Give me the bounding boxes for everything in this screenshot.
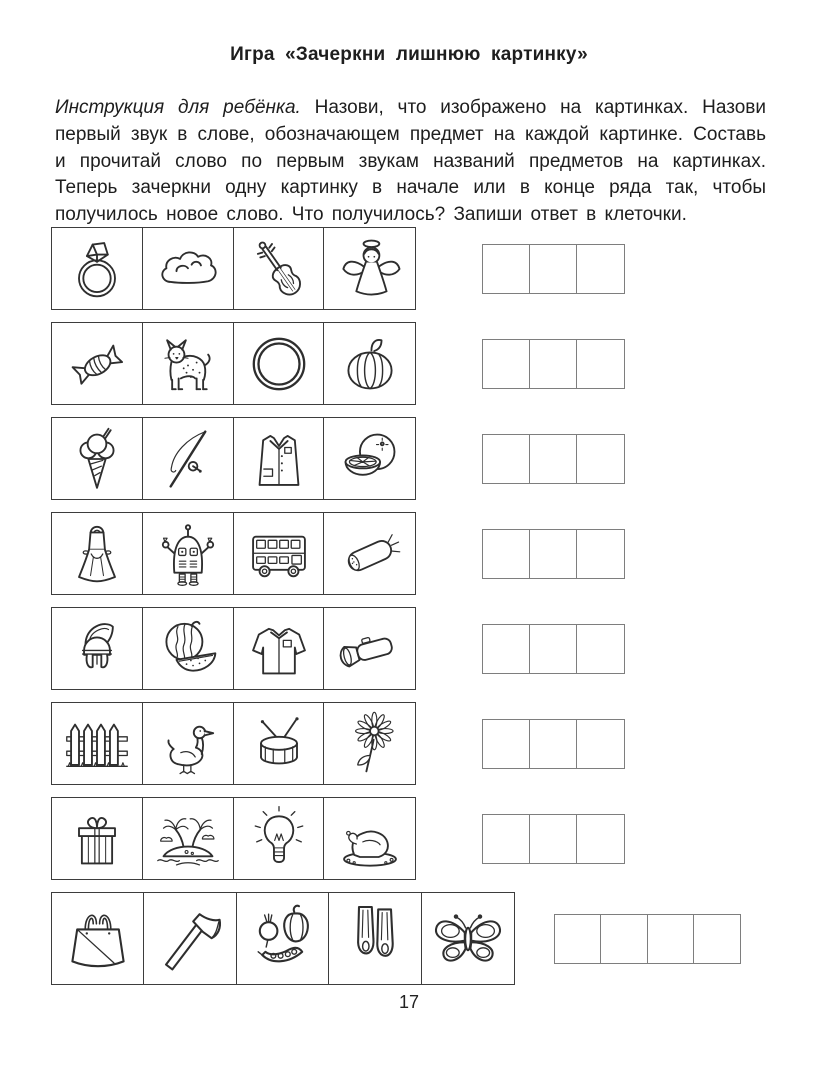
island-icon	[150, 803, 226, 875]
cell-fence[interactable]	[51, 702, 143, 785]
cell-pumpkin[interactable]	[323, 322, 415, 405]
flippers-icon	[335, 899, 415, 979]
answer-cell[interactable]	[600, 914, 648, 964]
violin-icon	[241, 233, 317, 305]
picture-row-3	[51, 417, 515, 500]
cell-vegetables[interactable]	[236, 892, 330, 985]
answer-cell[interactable]	[482, 529, 531, 579]
answer-boxes-row-8	[554, 914, 741, 964]
cell-sausage[interactable]	[323, 512, 415, 595]
fishing-rod-icon	[150, 423, 226, 495]
cell-axe[interactable]	[143, 892, 237, 985]
cell-angel[interactable]	[323, 227, 415, 310]
answer-cell[interactable]	[529, 624, 578, 674]
answer-cell[interactable]	[482, 434, 531, 484]
answer-cell[interactable]	[576, 624, 625, 674]
gift-icon	[59, 803, 135, 875]
picture-grid-4	[51, 512, 416, 595]
answer-cell[interactable]	[554, 914, 602, 964]
lynx-icon	[150, 328, 226, 400]
cell-bus[interactable]	[233, 512, 325, 595]
answer-boxes-row-6	[482, 719, 625, 769]
robot-icon	[150, 518, 226, 590]
duck-icon	[150, 708, 226, 780]
answer-boxes-row-4	[482, 529, 625, 579]
picture-row-7	[51, 797, 515, 880]
answer-cell[interactable]	[529, 814, 578, 864]
cell-butterfly[interactable]	[421, 892, 515, 985]
answer-boxes-row-5	[482, 624, 625, 674]
answer-boxes-row-3	[482, 434, 625, 484]
hoop-icon	[241, 328, 317, 400]
answer-cell[interactable]	[693, 914, 741, 964]
coat-icon	[241, 423, 317, 495]
cell-lynx[interactable]	[142, 322, 234, 405]
picture-row-6	[51, 702, 515, 785]
answer-cell[interactable]	[576, 814, 625, 864]
page-number: 17	[398, 992, 420, 1012]
cell-flashlight[interactable]	[323, 607, 415, 690]
picture-grid-1	[51, 227, 416, 310]
cell-ring[interactable]	[51, 227, 143, 310]
cell-watermelon[interactable]	[142, 607, 234, 690]
page-title: Игра «Зачеркни лишнюю картинку»	[230, 44, 588, 65]
cell-duck[interactable]	[142, 702, 234, 785]
answer-cell[interactable]	[482, 814, 531, 864]
sausage-icon	[332, 518, 408, 590]
instruction-paragraph	[55, 95, 766, 229]
cell-drum[interactable]	[233, 702, 325, 785]
answer-cell[interactable]	[576, 719, 625, 769]
ice-cream-icon	[59, 423, 135, 495]
light-bulb-icon	[241, 803, 317, 875]
cell-flippers[interactable]	[328, 892, 422, 985]
watermelon-icon	[150, 613, 226, 685]
cloud-icon	[150, 233, 226, 305]
cell-candy[interactable]	[51, 322, 143, 405]
cell-coat[interactable]	[233, 417, 325, 500]
cell-cloud[interactable]	[142, 227, 234, 310]
picture-row-2	[51, 322, 515, 405]
picture-grid-5	[51, 607, 416, 690]
cell-robot[interactable]	[142, 512, 234, 595]
orange-icon	[332, 423, 408, 495]
answer-cell[interactable]	[529, 529, 578, 579]
cell-apron[interactable]	[51, 512, 143, 595]
picture-grid-3	[51, 417, 416, 500]
picture-row-4	[51, 512, 515, 595]
vegetables-icon	[243, 899, 323, 979]
angel-icon	[332, 233, 408, 305]
answer-boxes-row-7	[482, 814, 625, 864]
fence-icon	[59, 708, 135, 780]
cell-helmet[interactable]	[51, 607, 143, 690]
answer-cell[interactable]	[529, 719, 578, 769]
answer-cell[interactable]	[576, 434, 625, 484]
cell-fishing-rod[interactable]	[142, 417, 234, 500]
cell-roast-turkey[interactable]	[323, 797, 415, 880]
picture-grid-7	[51, 797, 416, 880]
flower-icon	[332, 708, 408, 780]
axe-icon	[150, 899, 230, 979]
ring-icon	[59, 233, 135, 305]
answer-cell[interactable]	[529, 244, 578, 294]
jacket-icon	[241, 613, 317, 685]
apron-icon	[59, 518, 135, 590]
picture-row-5	[51, 607, 515, 690]
cell-jacket[interactable]	[233, 607, 325, 690]
answer-cell[interactable]	[482, 624, 531, 674]
bag-icon	[58, 899, 138, 979]
instruction-label: Инструкция для ребёнка.	[55, 97, 301, 118]
answer-cell[interactable]	[576, 529, 625, 579]
answer-cell[interactable]	[529, 434, 578, 484]
drum-icon	[241, 708, 317, 780]
cell-light-bulb[interactable]	[233, 797, 325, 880]
candy-icon	[59, 328, 135, 400]
answer-cell[interactable]	[482, 339, 531, 389]
picture-grid-8	[51, 892, 515, 985]
cell-violin[interactable]	[233, 227, 325, 310]
pumpkin-icon	[332, 328, 408, 400]
cell-orange[interactable]	[323, 417, 415, 500]
picture-grid-6	[51, 702, 416, 785]
cell-hoop[interactable]	[233, 322, 325, 405]
answer-cell[interactable]	[482, 244, 531, 294]
bus-icon	[241, 518, 317, 590]
roast-turkey-icon	[332, 803, 408, 875]
cell-ice-cream[interactable]	[51, 417, 143, 500]
flashlight-icon	[332, 613, 408, 685]
picture-row-8	[51, 892, 515, 985]
answer-cell[interactable]	[647, 914, 695, 964]
butterfly-icon	[428, 899, 508, 979]
cell-gift[interactable]	[51, 797, 143, 880]
helmet-icon	[59, 613, 135, 685]
picture-grid-2	[51, 322, 416, 405]
answer-cell[interactable]	[482, 719, 531, 769]
answer-boxes-row-2	[482, 339, 625, 389]
instruction-text: Назови, что изображено на картинках. Назови первый звук в слове, обозначающем предмет на каждой картинке. Составь и прочитай слово по первым звукам названий предметов на картинках. Теперь зачеркни одну картинку в начале или в конце ряда так, чтобы получилось новое слово. Что получилось? Запиши ответ в клеточки.	[55, 97, 766, 226]
cell-island[interactable]	[142, 797, 234, 880]
picture-row-1	[51, 227, 515, 310]
cell-flower[interactable]	[323, 702, 415, 785]
answer-cell[interactable]	[576, 244, 625, 294]
answer-boxes-row-1	[482, 244, 625, 294]
worksheet-rows	[51, 227, 515, 985]
answer-cell[interactable]	[529, 339, 578, 389]
answer-cell[interactable]	[576, 339, 625, 389]
cell-bag[interactable]	[51, 892, 145, 985]
